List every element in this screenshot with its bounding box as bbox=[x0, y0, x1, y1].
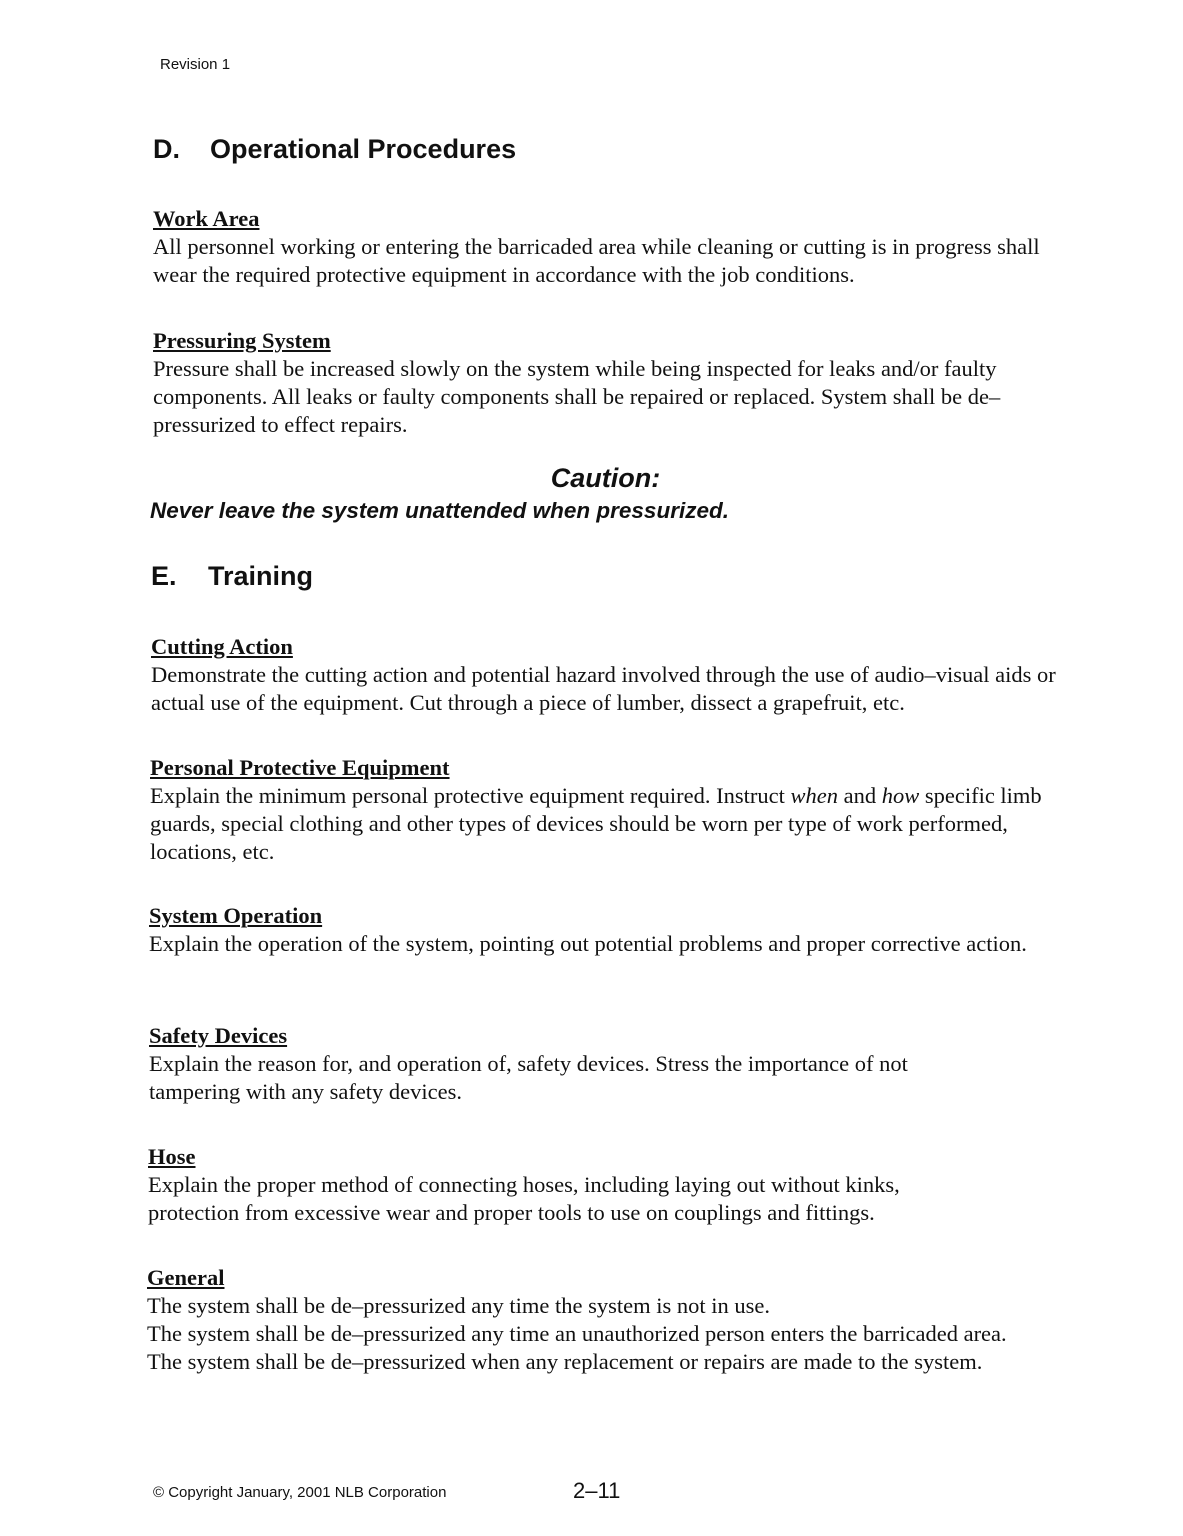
work-area-heading: Work Area bbox=[153, 206, 260, 231]
hose-heading: Hose bbox=[148, 1144, 196, 1169]
cutting-action-block bbox=[151, 633, 1066, 717]
ppe-and: and bbox=[837, 783, 882, 808]
system-operation-text: Explain the operation of the system, pointing out potential problems and proper corrective action. bbox=[149, 931, 1027, 956]
footer-copyright: © Copyright January, 2001 NLB Corporation bbox=[153, 1484, 447, 1501]
safety-devices-heading: Safety Devices bbox=[149, 1023, 288, 1048]
ppe-how: how bbox=[881, 783, 920, 808]
pressuring-system-text: Pressure shall be increased slowly on the system while being inspected for leaks and/or faulty components. All leaks or faulty components shall be repaired or replaced. System shall be de–pressurized to effect repairs. bbox=[153, 356, 1001, 437]
general-line-1: The system shall be de–pressurized any time the system is not in use. bbox=[147, 1293, 771, 1318]
work-area-block bbox=[153, 205, 1068, 289]
section-d-title bbox=[153, 134, 516, 165]
ppe-when: when bbox=[790, 783, 838, 808]
work-area-text: All personnel working or entering the barricaded area while cleaning or cutting is in progress shall wear the required protective equipment in accordance with the job conditions. bbox=[153, 234, 1040, 287]
section-d-letter: D. bbox=[153, 134, 180, 164]
section-e-title-text: Training bbox=[208, 561, 314, 591]
cutting-action-text: Demonstrate the cutting action and potential hazard involved through the use of audio–visual aids or actual use of the equipment. Cut through a piece of lumber, dissect a grapefruit, etc. bbox=[151, 662, 1056, 715]
caution-text: Never leave the system unattended when pressurized. bbox=[150, 498, 729, 523]
section-e-letter: E. bbox=[151, 561, 177, 591]
cutting-action-heading: Cutting Action bbox=[151, 634, 293, 659]
revision-label: Revision 1 bbox=[160, 56, 231, 73]
caution-title: Caution: bbox=[550, 463, 661, 493]
system-operation-block bbox=[149, 902, 1049, 958]
ppe-heading: Personal Protective Equipment bbox=[150, 755, 450, 780]
hose-text: Explain the proper method of connecting hoses, including laying out without kinks, protection from excessive wear and proper tools to use on couplings and fittings. bbox=[148, 1172, 900, 1225]
general-line-3: The system shall be de–pressurized when any replacement or repairs are made to the system. bbox=[147, 1349, 983, 1374]
safety-devices-block bbox=[149, 1022, 999, 1106]
hose-block bbox=[148, 1143, 978, 1227]
ppe-text bbox=[150, 782, 1060, 866]
general-block bbox=[147, 1264, 1052, 1376]
general-line-2: The system shall be de–pressurized any time an unauthorized person enters the barricaded area. bbox=[147, 1321, 1007, 1346]
pressuring-system-block bbox=[153, 327, 1033, 439]
safety-devices-text: Explain the reason for, and operation of, safety devices. Stress the importance of not tampering with any safety devices. bbox=[149, 1051, 908, 1104]
section-e-title bbox=[151, 561, 313, 592]
pressuring-system-heading: Pressuring System bbox=[153, 328, 331, 353]
system-operation-heading: System Operation bbox=[149, 903, 323, 928]
ppe-text-part2: specific limb guards, special clothing and other types of devices should be worn per type of work performed, locations, etc. bbox=[150, 783, 1042, 864]
page-number: 2–11 bbox=[573, 1478, 621, 1503]
ppe-block bbox=[150, 754, 1060, 866]
section-d-title-text: Operational Procedures bbox=[210, 134, 517, 164]
ppe-text-part1: Explain the minimum personal protective equipment required. Instruct bbox=[150, 783, 791, 808]
general-heading: General bbox=[147, 1265, 225, 1290]
